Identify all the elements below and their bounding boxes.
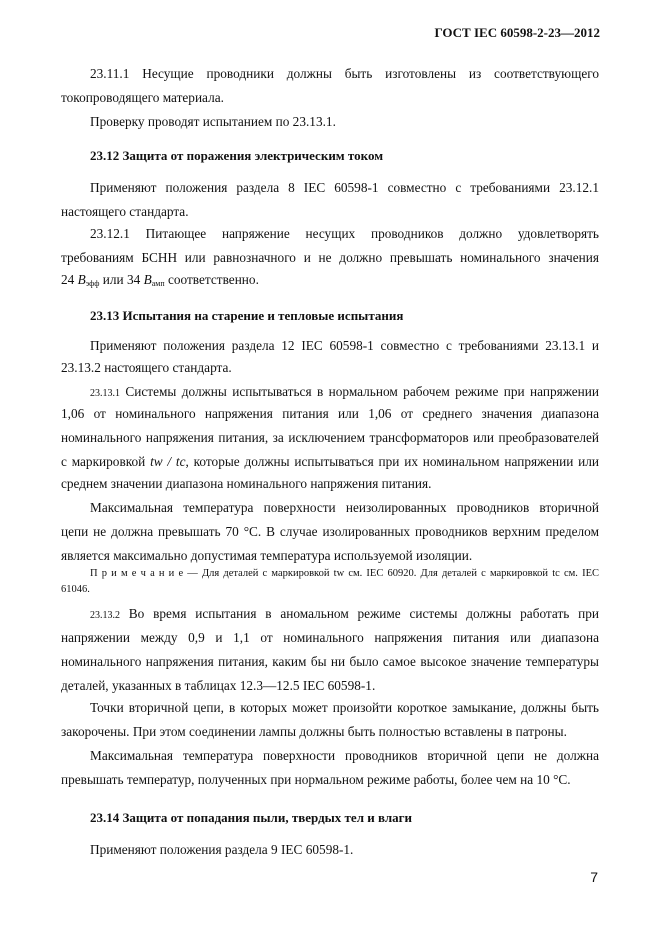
para-23-12-1-line2: требованиям БСНН или равнозначного и не должно превышать номинального значения	[61, 250, 599, 265]
page-number: 7	[590, 869, 598, 885]
note-line1: П р и м е ч а н и е — Для деталей с маркировкой tw см. IEC 60920. Для деталей с маркировкой tc см. IEC	[90, 568, 599, 579]
check-text-23-11: Проверку проводят испытанием по 23.13.1.	[90, 114, 336, 129]
para-23-12-1-line3: 24 $В_{эфф}$ или 34 $В_{амп}$ соответственно.	[61, 272, 259, 288]
document-code-header: ГОСТ IEC 60598-2-23—2012	[434, 25, 600, 40]
heading-23-14: 23.14 Защита от попадания пыли, твердых тел и влаги	[90, 810, 413, 825]
para-23-13-2-line4: деталей, указанных в таблицах 12.3—12.5 IEC 60598-1.	[61, 678, 376, 693]
para-23-11-1-line2: токопроводящего материала.	[61, 90, 224, 105]
para-23-13-1-line5: среднем значении диапазона номинального напряжения питания.	[61, 476, 432, 491]
para-23-13-1-line4: с маркировкой tw / tc, которые должны испытываться при их номинальном напряжении или	[61, 454, 600, 469]
para-23-13-2-line1: 23.13.2 Во время испытания в аномальном режиме системы должны работать при	[90, 606, 599, 621]
note-label: П р и м е ч а н и е	[90, 568, 184, 579]
para-short-circuit-line2: закорочены. При этом соединении лампы должны быть полностью вставлены в патроны.	[61, 724, 567, 739]
para-23-14-apply: Применяют положения раздела 9 IEC 60598-1.	[90, 842, 354, 857]
para-max-temp2-line2: превышать температур, полученных при нормальном режиме работы, более чем на 10 °С.	[61, 772, 571, 787]
para-max-temp-line2: цепи не должна превышать 70 °С. В случае изолированных проводников верхним пределом	[61, 524, 599, 539]
para-23-12-apply-line2: настоящего стандарта.	[61, 204, 189, 219]
para-23-13-2-line2: напряжении между 0,9 и 1,1 от номинального напряжения питания или диапазона	[61, 630, 599, 645]
para-23-13-apply-line1: Применяют положения раздела 12 IEC 60598-1 совместно с требованиями 23.13.1 и	[90, 338, 599, 353]
para-23-13-1-line2: 1,06 от номинального напряжения питания или 1,06 от среднего значения диапазона	[61, 406, 599, 421]
para-23-11-1-line1: 23.11.1 Несущие проводники должны быть изготовлены из соответствующего	[90, 66, 599, 81]
para-23-13-1-line3: номинального напряжения питания, за исключением трансформаторов или преобразователей	[61, 430, 599, 445]
para-23-13-1-line1: 23.13.1 Системы должны испытываться в нормальном рабочем режиме при напряжении	[90, 384, 599, 399]
para-23-13-2-line3: номинального напряжения питания, каким бы ни было самое высокое значение температуры	[61, 654, 599, 669]
para-short-circuit-line1: Точки вторичной цепи, в которых может произойти короткое замыкание, должны быть	[90, 700, 599, 715]
heading-23-13: 23.13 Испытания на старение и тепловые испытания	[90, 308, 404, 323]
heading-23-12: 23.12 Защита от поражения электрическим током	[90, 148, 384, 163]
para-23-12-apply-line1: Применяют положения раздела 8 IEC 60598-1 совместно с требованиями 23.12.1	[90, 180, 599, 195]
para-max-temp-line3: является максимально допустимая температура используемой изоляции.	[61, 548, 473, 563]
para-23-12-1-line1: 23.12.1 Питающее напряжение несущих проводников должно удовлетворять	[90, 226, 599, 241]
marking-tw-tc: tw / tc	[150, 454, 186, 469]
para-max-temp2-line1: Максимальная температура поверхности проводников вторичной цепи не должна	[90, 748, 599, 763]
note-line2: 61046.	[61, 584, 90, 595]
para-23-13-apply-line2: 23.13.2 настоящего стандарта.	[61, 360, 232, 375]
para-max-temp-line1: Максимальная температура поверхности неизолированных проводников вторичной	[90, 500, 599, 515]
